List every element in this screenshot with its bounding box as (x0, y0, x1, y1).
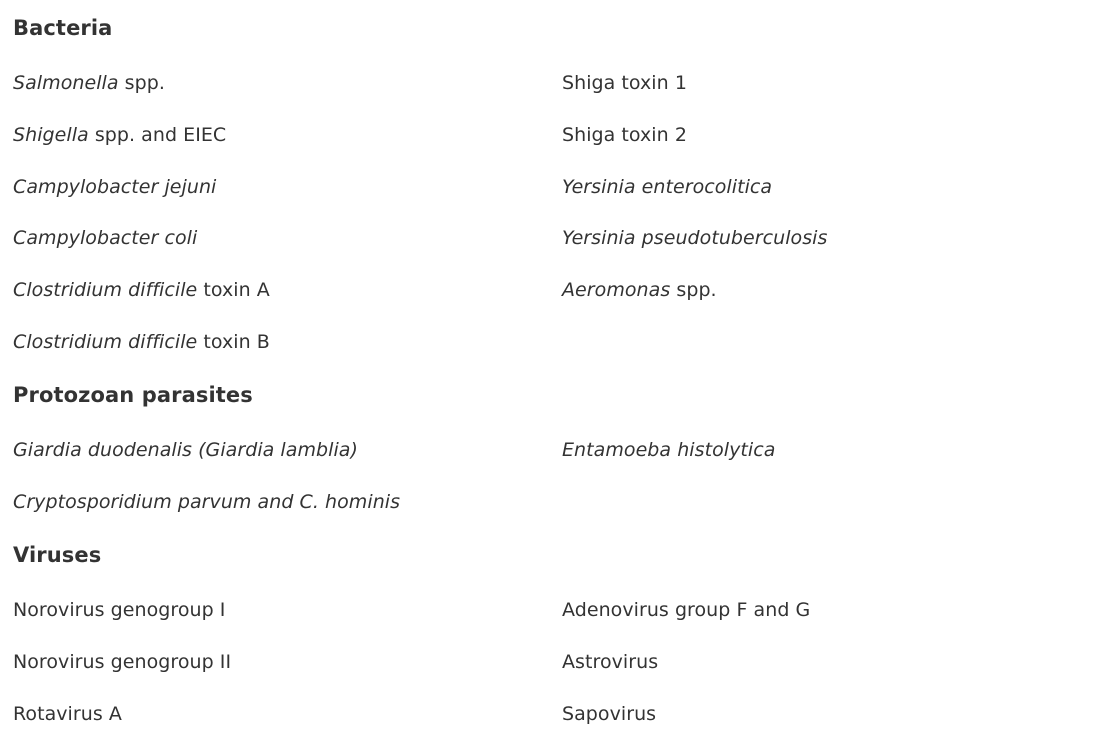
list-row (13, 176, 1093, 206)
section-heading: Protozoan parasites (13, 383, 253, 407)
organism-text: Norovirus genogroup I (13, 599, 226, 621)
organism-text: Astrovirus (562, 651, 659, 673)
organism-italic-text: Clostridium difficile (13, 279, 198, 301)
organism-text: Sapovirus (562, 703, 657, 725)
organism-name (13, 279, 270, 301)
organism-name (13, 176, 216, 198)
organism-name (562, 599, 810, 621)
organism-text: Norovirus genogroup II (13, 651, 232, 673)
organism-text: Shiga toxin 2 (562, 124, 687, 146)
list-row (13, 599, 1093, 629)
organism-text: spp. (118, 72, 165, 94)
organism-name (13, 331, 270, 353)
organism-text: spp. and EIEC (88, 124, 227, 146)
organism-name (562, 72, 687, 94)
organism-text: Adenovirus group F and G (562, 599, 811, 621)
organism-name (13, 439, 358, 461)
organism-italic-text: Clostridium difficile (13, 331, 198, 353)
organism-italic-text: Shigella (13, 124, 89, 146)
section-heading: Viruses (13, 543, 102, 567)
organism-text: toxin B (197, 331, 270, 353)
organism-italic-text: Cryptosporidium parvum and C. hominis (13, 491, 401, 513)
list-row (13, 279, 1093, 309)
organism-name (13, 599, 225, 621)
list-row (13, 439, 1093, 469)
list-row (13, 491, 1093, 521)
organism-name (562, 703, 656, 725)
organism-name (13, 651, 231, 673)
organism-name (562, 124, 687, 146)
organism-italic-text: Salmonella (13, 72, 119, 94)
organism-italic-text: Campylobacter jejuni (13, 176, 217, 198)
organism-name (562, 279, 717, 301)
organism-italic-text: Yersinia pseudotuberculosis (562, 227, 828, 249)
organism-name (13, 72, 165, 94)
organism-name (13, 124, 226, 146)
list-row (13, 651, 1093, 681)
organism-text: toxin A (197, 279, 270, 301)
organism-name (562, 227, 827, 249)
section-heading: Bacteria (13, 16, 113, 40)
organism-italic-text: Entamoeba histolytica (562, 439, 776, 461)
organism-name (562, 651, 658, 673)
list-row (13, 72, 1093, 102)
organism-name (562, 439, 775, 461)
list-row (13, 331, 1093, 361)
organism-italic-text: Yersinia enterocolitica (562, 176, 773, 198)
organism-name (13, 227, 197, 249)
organism-italic-text: Campylobacter coli (13, 227, 198, 249)
organism-text: Rotavirus A (13, 703, 122, 725)
organism-name (13, 703, 122, 725)
organism-italic-text: Aeromonas (562, 279, 671, 301)
organism-text: spp. (670, 279, 717, 301)
organism-name (562, 176, 772, 198)
list-row (13, 227, 1093, 257)
list-row (13, 703, 1093, 733)
organism-name (13, 491, 400, 513)
organism-text: Shiga toxin 1 (562, 72, 687, 94)
list-row (13, 124, 1093, 154)
organism-italic-text: Giardia duodenalis (Giardia lamblia) (13, 439, 358, 461)
